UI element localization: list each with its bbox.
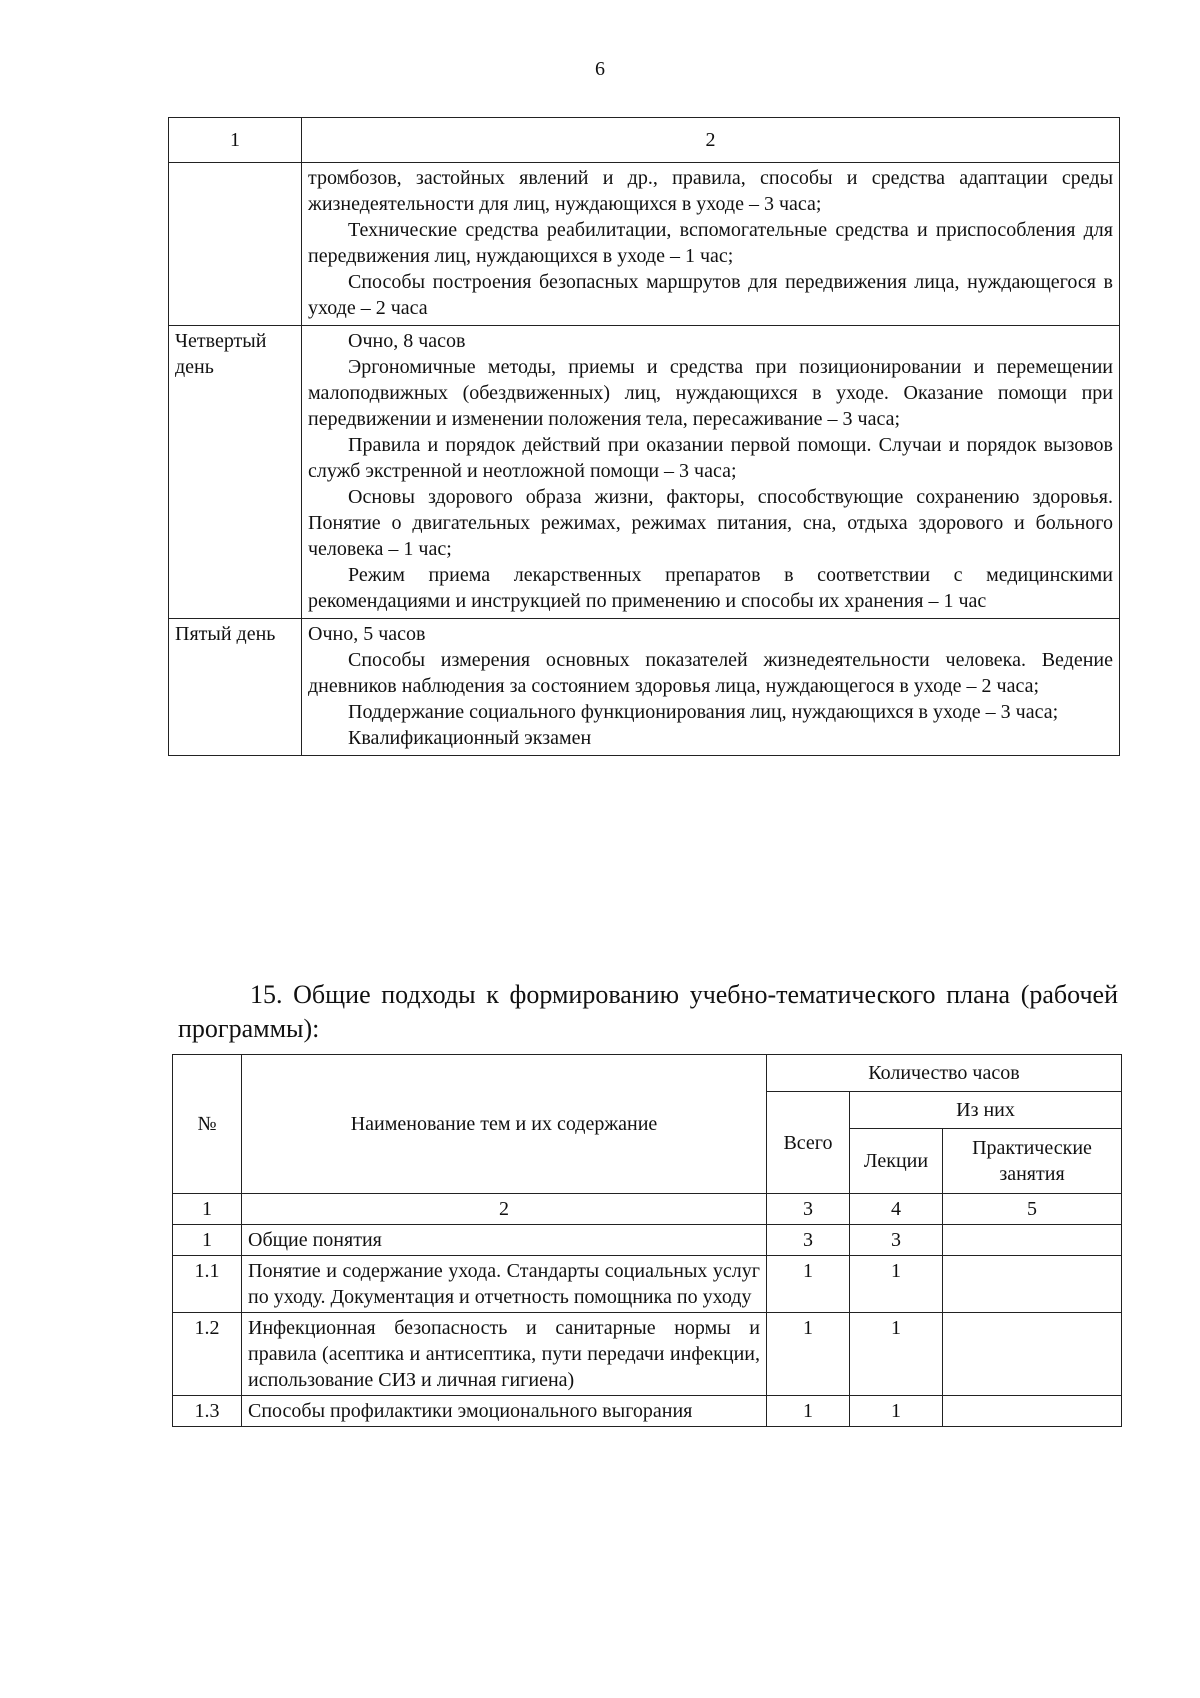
plan-row-practice bbox=[943, 1396, 1122, 1427]
schedule-row bbox=[169, 619, 1120, 756]
schedule-line: Очно, 5 часов bbox=[308, 623, 426, 645]
plan-row-num: 1 bbox=[173, 1225, 242, 1256]
schedule-day bbox=[169, 163, 302, 326]
plan-col-number: 1 bbox=[173, 1194, 242, 1225]
plan-col-number: 3 bbox=[767, 1194, 850, 1225]
schedule-line: Квалификационный экзамен bbox=[348, 727, 592, 749]
schedule-header-row bbox=[169, 118, 1120, 163]
plan-row-total: 3 bbox=[767, 1225, 850, 1256]
plan-row-num: 1.1 bbox=[173, 1256, 242, 1313]
plan-header-lectures: Лекции bbox=[850, 1129, 943, 1194]
table-row bbox=[173, 1396, 1122, 1427]
schedule-table bbox=[168, 117, 1120, 756]
plan-header-name: Наименование тем и их содержание bbox=[242, 1055, 767, 1194]
plan-row-name: Понятие и содержание ухода. Стандарты социальных услуг по уходу. Документация и отчетность помощника по уходу bbox=[242, 1256, 767, 1313]
plan-row-total: 1 bbox=[767, 1313, 850, 1396]
plan-row-practice bbox=[943, 1313, 1122, 1396]
plan-row-lectures: 1 bbox=[850, 1256, 943, 1313]
schedule-day: Пятый день bbox=[169, 619, 302, 756]
plan-row-lectures: 1 bbox=[850, 1313, 943, 1396]
plan-row-practice bbox=[943, 1225, 1122, 1256]
plan-header-hours: Количество часов bbox=[767, 1055, 1122, 1092]
schedule-line: Поддержание социального функционирования лиц, нуждающихся в уходе – 3 часа; bbox=[348, 701, 1059, 723]
schedule-row bbox=[169, 163, 1120, 326]
schedule-day: Четвертый день bbox=[169, 326, 302, 619]
plan-row-name: Инфекционная безопасность и санитарные нормы и правила (асептика и антисептика, пути передачи инфекции, использование СИЗ и личная гигиена) bbox=[242, 1313, 767, 1396]
plan-row-name: Общие понятия bbox=[242, 1225, 767, 1256]
schedule-line: Способы измерения основных показателей жизнедеятельности человека. Ведение дневников наблюдения за состоянием здоровья лица, нуждающегося в уходе – 2 часа; bbox=[308, 649, 1113, 697]
plan-col-number: 2 bbox=[242, 1194, 767, 1225]
schedule-line: тромбозов, застойных явлений и др., правила, способы и средства адаптации среды жизнедеятельности для лиц, нуждающихся в уходе – 3 часа; bbox=[308, 167, 1113, 215]
schedule-line: Очно, 8 часов bbox=[348, 330, 466, 352]
plan-header-num: № bbox=[173, 1055, 242, 1194]
schedule-header-col1: 1 bbox=[169, 118, 302, 163]
table-row bbox=[173, 1225, 1122, 1256]
table-row bbox=[173, 1313, 1122, 1396]
schedule-line: Технические средства реабилитации, вспомогательные средства и приспособления для передвижения лиц, нуждающихся в уходе – 1 час; bbox=[308, 219, 1113, 267]
plan-header-of-which: Из них bbox=[850, 1092, 1122, 1129]
plan-row-num: 1.3 bbox=[173, 1396, 242, 1427]
plan-row-lectures: 1 bbox=[850, 1396, 943, 1427]
section-15-heading bbox=[178, 978, 1118, 1046]
plan-row-name: Способы профилактики эмоционального выгорания bbox=[242, 1396, 767, 1427]
schedule-content bbox=[302, 163, 1120, 326]
plan-header-row-1 bbox=[173, 1055, 1122, 1092]
table-row bbox=[173, 1256, 1122, 1313]
plan-row-lectures: 3 bbox=[850, 1225, 943, 1256]
schedule-line: Эргономичные методы, приемы и средства при позиционировании и перемещении малоподвижных (обездвиженных) лиц, нуждающихся в уходе. Оказание помощи при передвижении и изменении положения тела, пересаживание – 3 часа; bbox=[308, 356, 1113, 430]
plan-row-num: 1.2 bbox=[173, 1313, 242, 1396]
plan-row-practice bbox=[943, 1256, 1122, 1313]
plan-row-total: 1 bbox=[767, 1396, 850, 1427]
schedule-row bbox=[169, 326, 1120, 619]
schedule-line: Режим приема лекарственных препаратов в соответствии с медицинскими рекомендациями и инструкцией по применению и способы их хранения – 1 час bbox=[308, 564, 1113, 612]
section-15-title: 15. Общие подходы к формированию учебно-тематического плана (рабочей программы): bbox=[178, 980, 1118, 1043]
plan-col-number-row bbox=[173, 1194, 1122, 1225]
plan-row-total: 1 bbox=[767, 1256, 850, 1313]
schedule-line: Правила и порядок действий при оказании первой помощи. Случаи и порядок вызовов служб экстренной и неотложной помощи – 3 часа; bbox=[308, 434, 1113, 482]
plan-header-total: Всего bbox=[767, 1092, 850, 1194]
plan-col-number: 5 bbox=[943, 1194, 1122, 1225]
schedule-content bbox=[302, 619, 1120, 756]
curriculum-table bbox=[172, 1054, 1122, 1427]
schedule-header-col2: 2 bbox=[302, 118, 1120, 163]
plan-col-number: 4 bbox=[850, 1194, 943, 1225]
plan-header-practice: Практические занятия bbox=[943, 1129, 1122, 1194]
schedule-line: Основы здорового образа жизни, факторы, способствующие сохранению здоровья. Понятие о двигательных режимах, режимах питания, сна, отдыха здорового и больного человека – 1 час; bbox=[308, 486, 1113, 560]
schedule-content bbox=[302, 326, 1120, 619]
page-number: 6 bbox=[595, 58, 605, 80]
schedule-line: Способы построения безопасных маршрутов для передвижения лица, нуждающегося в уходе – 2 часа bbox=[308, 271, 1113, 319]
